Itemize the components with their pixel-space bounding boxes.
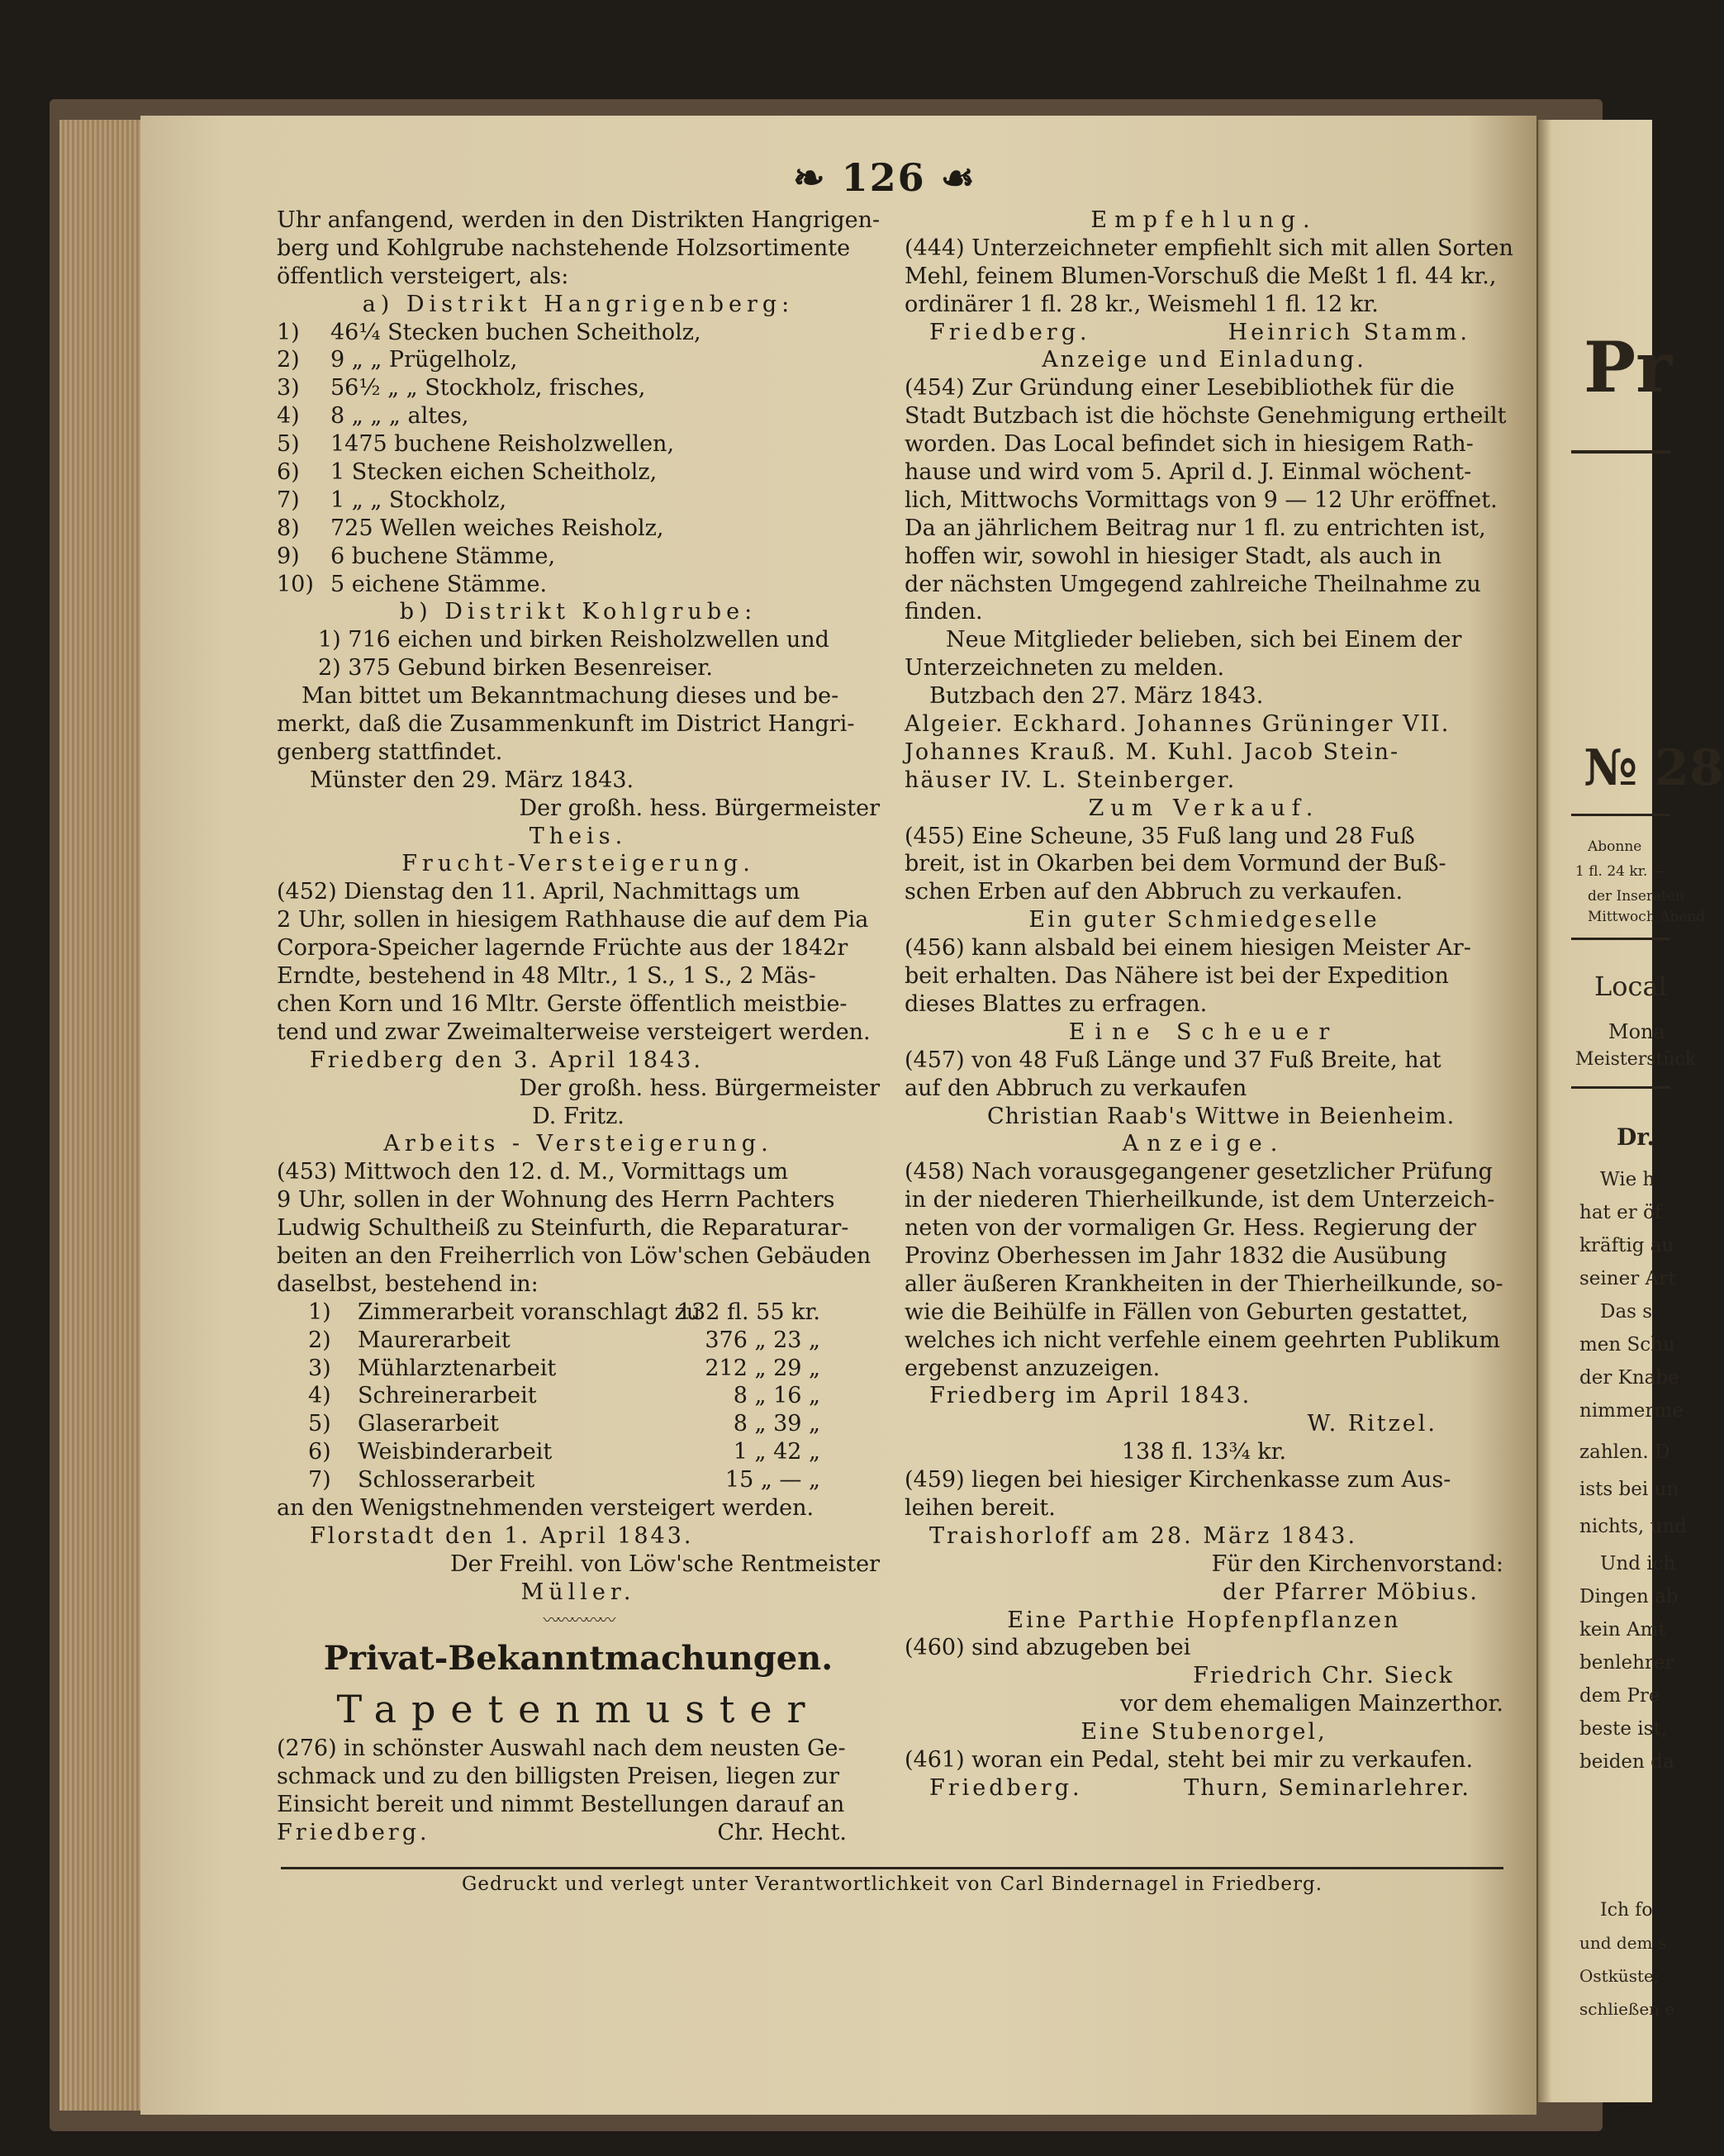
ad-heading: Eine Scheuer [1068, 1019, 1340, 1045]
ornament-left-icon: ❧ [793, 155, 842, 200]
signer: Heinrich Stamm. [1228, 319, 1470, 345]
signer: Friedrich Chr. Sieck [1193, 1663, 1454, 1689]
ad-heading: 138 fl. 13¾ kr. [1121, 1439, 1287, 1465]
fragment-line: Ostküste; [1579, 1966, 1660, 1986]
fragment-line: men Schu [1579, 1334, 1675, 1356]
text-line: 1) 716 eichen und birken Reisholzwellen und [318, 627, 829, 653]
signer-title: Für den Kirchenvorstand: [1211, 1551, 1503, 1577]
masthead-rule [1571, 450, 1670, 454]
text-line: (456) kann alsbald bei einem hiesigen Meister Ar- [905, 935, 1471, 962]
ad-heading: Eine Parthie Hopfenpflanzen [1007, 1607, 1401, 1633]
list-item: 1) 46¼ Stecken buchen Scheitholz, [277, 319, 701, 345]
text-line: Corpora-Speicher lagernde Früchte aus der 1842r [277, 935, 848, 962]
fragment-line: schließen e [1579, 1999, 1675, 2019]
place-date: Friedberg den 3. April 1843. [310, 1047, 703, 1073]
fragment-line: seiner Art [1579, 1268, 1676, 1289]
signer-title: Der großh. hess. Bürgermeister [519, 795, 880, 821]
left-column [277, 207, 880, 1847]
list-item: 2) 9 „ „ Prügelholz, [277, 347, 518, 373]
text-line: (444) Unterzeichneter empfiehlt sich mit allen Sorten [905, 235, 1513, 261]
text-line: Uhr anfangend, werden in den Distrikten Hangrigen- [277, 207, 881, 233]
fragment-line: und dem s [1579, 1933, 1667, 1953]
text-line: genberg stattfindet. [277, 738, 503, 765]
fragment-line: Local [1594, 971, 1667, 1002]
text-line: (459) liegen bei hiesiger Kirchenkasse zum Aus- [905, 1467, 1451, 1494]
fragment-line: zahlen. D [1579, 1441, 1670, 1463]
text-line: dieses Blattes zu erfragen. [905, 990, 1208, 1017]
place: Friedberg. [929, 1774, 1083, 1801]
fragment-line: nimmerme [1579, 1400, 1684, 1422]
text-line: beiten an den Freiherrlich von Löw'schen Gebäuden [277, 1242, 871, 1269]
wavy-divider: 〰〰〰〰〰 [543, 1609, 614, 1630]
signature-line [905, 1774, 1503, 1802]
page-number: ❧ 126 ☙ [793, 155, 976, 200]
ornament-right-icon: ☙ [925, 155, 976, 200]
cost-row: 1) Zimmerarbeit voranschlagt zu 132 fl. 55 kr. [308, 1299, 820, 1325]
list-item: 9) 6 buchene Stämme, [277, 543, 556, 569]
text-line: an den Wenigstnehmenden versteigert werden. [277, 1494, 815, 1521]
place-date: Butzbach den 27. März 1843. [929, 683, 1264, 710]
text-line: ergebenst anzuzeigen. [905, 1355, 1161, 1381]
text-line: Neue Mitglieder belieben, sich bei Einem der [946, 627, 1462, 653]
fragment-line: beiden da [1579, 1751, 1674, 1773]
masthead-fragment: Pr [1584, 326, 1673, 408]
text-line: merkt, daß die Zusammenkunft im District Hangri- [277, 711, 855, 738]
signer-name: Müller. [520, 1579, 636, 1605]
text-line: ordinärer 1 fl. 28 kr., Weismehl 1 fl. 12 kr. [905, 291, 1379, 317]
cost-row: 2) Maurerarbeit 376 „ 23 „ [308, 1327, 820, 1353]
text-line: Einsicht bereit und nimmt Bestellungen darauf an [277, 1792, 845, 1818]
cost-row: 3) Mühlarztenarbeit 212 „ 29 „ [308, 1355, 820, 1381]
signer: Chr. Hecht. [717, 1820, 847, 1846]
text-line: neten von der vormaligen Gr. Hess. Regierung der [905, 1215, 1477, 1242]
text-line: hause und wird vom 5. April d. J. Einmal wöchent- [905, 459, 1472, 486]
fragment-line: der Knabe [1579, 1367, 1679, 1389]
fragment-line: ists bei un [1579, 1479, 1679, 1500]
signer-line: Johannes Krauß. M. Kuhl. Jacob Stein- [905, 738, 1400, 765]
fragment-line: der Inseraten [1588, 888, 1685, 905]
ad-heading: Arbeits - Versteigerung. [383, 1131, 773, 1157]
text-line: lich, Mittwochs Vormittags von 9 — 12 Uhr eröffnet. [905, 487, 1498, 513]
section-rule [1571, 1086, 1670, 1089]
text-line: (458) Nach vorausgegangener gesetzlicher Prüfung [905, 1159, 1493, 1185]
text-line: hoffen wir, sowohl in hiesiger Stadt, als auch in [905, 543, 1442, 569]
fragment-line: Dr. [1617, 1123, 1655, 1151]
text-line: Provinz Oberhessen im Jahr 1832 die Ausübung [905, 1242, 1447, 1269]
ad-heading: Anzeige. [1122, 1131, 1286, 1157]
issue-number: № 28 [1584, 739, 1724, 797]
text-line: Da an jährlichem Beitrag nur 1 fl. zu entrichten ist, [905, 515, 1486, 541]
text-line: Stadt Butzbach ist die höchste Genehmigung ertheilt [905, 403, 1507, 430]
fragment-line: Meisterstück [1575, 1049, 1697, 1070]
text-line: berg und Kohlgrube nachstehende Holzsortimente [277, 235, 851, 261]
ad-heading: Anzeige und Einladung. [1042, 347, 1366, 373]
cost-row: 7) Schlosserarbeit 15 „ — „ [308, 1467, 820, 1494]
text-line: (452) Dienstag den 11. April, Nachmittags um [277, 879, 800, 905]
text-line: daselbst, bestehend in: [277, 1270, 539, 1297]
text-line: Man bittet um Bekanntmachung dieses und be- [302, 683, 839, 710]
ad-heading: Ein guter Schmiedgeselle [1028, 907, 1380, 933]
list-item: 3) 56½ „ „ Stockholz, frisches, [277, 375, 646, 401]
text-line: leihen bereit. [905, 1494, 1056, 1521]
signature-line [277, 1819, 880, 1847]
signer-line: Algeier. Eckhard. Johannes Grüninger VII. [905, 711, 1451, 738]
fragment-line: Ich fo [1600, 1900, 1653, 1921]
place: Friedberg. [929, 319, 1091, 345]
text-line: welches ich nicht verfehle einem geehrten Publikum [905, 1327, 1501, 1353]
signer: W. Ritzel. [1307, 1411, 1437, 1437]
list-item: 4) 8 „ „ „ altes, [277, 403, 469, 430]
text-line: 2) 375 Gebund birken Besenreiser. [318, 655, 713, 681]
fragment-line: Mona [1608, 1020, 1665, 1043]
private-announcements-heading: Privat-Bekanntmachungen. [323, 1639, 834, 1679]
fragment-line: Das s [1600, 1301, 1653, 1323]
fragment-line: Abonne [1588, 838, 1642, 855]
text-line: auf den Abbruch zu verkaufen [905, 1075, 1247, 1101]
text-line: wie die Beihülfe in Fällen von Geburten gestattet, [905, 1299, 1469, 1325]
fragment-line: Dingen ab [1579, 1586, 1679, 1608]
page-edges [59, 120, 150, 2111]
text-line: (457) von 48 Fuß Länge und 37 Fuß Breite, hat [905, 1047, 1441, 1073]
signer-title: Der Freihl. von Löw'sche Rentmeister [449, 1551, 880, 1577]
section-heading-b: b) Distrikt Kohlgrube: [399, 599, 758, 625]
text-line: finden. [905, 599, 983, 625]
list-item: 7) 1 „ „ Stockholz, [277, 487, 507, 513]
list-item: 5) 1475 buchene Reisholzwellen, [277, 431, 675, 458]
text-line: aller äußeren Krankheiten in der Thierheilkunde, so- [905, 1270, 1503, 1297]
text-line: schmack und zu den billigsten Preisen, liegen zur [277, 1764, 840, 1790]
text-line: Unterzeichneten zu melden. [905, 655, 1225, 681]
next-page-fragment [1538, 120, 1724, 2102]
signature-line [905, 319, 1503, 347]
ad-heading: Zum Verkauf. [1088, 795, 1320, 821]
text-line: (276) in schönster Auswahl nach dem neusten Ge- [277, 1736, 846, 1762]
fragment-line: Wie h [1600, 1169, 1655, 1190]
text-line: worden. Das Local befindet sich in hiesigem Rath- [905, 431, 1474, 458]
signer-name: Theis. [529, 823, 628, 849]
text-line: (453) Mittwoch den 12. d. M., Vormittags um [277, 1159, 789, 1185]
text-line: schen Erben auf den Abbruch zu verkaufen. [905, 879, 1403, 905]
text-line: 9 Uhr, sollen in der Wohnung des Herrn Pachters [277, 1187, 835, 1213]
cost-row: 5) Glaserarbeit 8 „ 39 „ [308, 1411, 820, 1437]
text-line: (455) Eine Scheune, 35 Fuß lang und 28 Fuß [905, 823, 1415, 849]
ad-heading: Frucht-Versteigerung. [401, 851, 755, 877]
place-date: Florstadt den 1. April 1843. [310, 1522, 694, 1549]
text-line: 2 Uhr, sollen in hiesigem Rathhause die auf dem Pia [277, 907, 869, 933]
fragment-line: kräftig au [1579, 1235, 1674, 1256]
fragment-line: 1 fl. 24 kr. — [1575, 863, 1666, 880]
list-item: 8) 725 Wellen weiches Reisholz, [277, 515, 664, 541]
footer-rule [281, 1867, 1503, 1869]
signer-place: vor dem ehemaligen Mainzerthor. [1120, 1691, 1503, 1717]
fragment-line: dem Pre [1579, 1685, 1660, 1707]
fragment-line: kein Amt [1579, 1619, 1666, 1641]
right-column [905, 207, 1513, 1802]
text-line: öffentlich versteigert, als: [277, 263, 569, 289]
text-line: Ludwig Schultheiß zu Steinfurth, die Reparaturar- [277, 1215, 849, 1242]
text-line: (460) sind abzugeben bei [905, 1635, 1191, 1661]
fragment-line: beste ist, [1579, 1718, 1668, 1740]
list-item: 6) 1 Stecken eichen Scheitholz, [277, 459, 658, 486]
ad-heading-large: Tapetenmuster [336, 1687, 820, 1732]
text-line: Erndte, bestehend in 48 Mltr., 1 S., 1 S., 2 Mäs- [277, 963, 816, 990]
place: Friedberg. [277, 1820, 430, 1846]
text-line: Christian Raab's Wittwe in Beienheim. [987, 1103, 1456, 1129]
ad-heading: Empfehlung. [1090, 207, 1318, 233]
text-line: der nächsten Umgegend zahlreiche Theilnahme zu [905, 571, 1481, 597]
printer-imprint: Gedruckt und verlegt unter Verantwortlichkeit von Carl Bindernagel in Friedberg. [461, 1873, 1323, 1895]
text-line: in der niederen Thierheilkunde, ist dem Unterzeich- [905, 1187, 1495, 1213]
fragment-line: Und ich [1600, 1553, 1676, 1574]
fragment-line: Mittwoch Abend [1588, 909, 1706, 925]
section-rule [1571, 938, 1670, 940]
cost-row: 6) Weisbinderarbeit 1 „ 42 „ [308, 1439, 820, 1465]
cost-row: 4) Schreinerarbeit 8 „ 16 „ [308, 1383, 820, 1409]
ad-heading: Eine Stubenorgel, [1080, 1719, 1327, 1745]
list-item: 10) 5 eichene Stämme. [277, 571, 548, 597]
place-date: Traishorloff am 28. März 1843. [929, 1522, 1358, 1549]
signer-line: häuser IV. L. Steinberger. [905, 767, 1237, 793]
text-line: beit erhalten. Das Nähere ist bei der Expedition [905, 963, 1449, 990]
text-line: chen Korn und 16 Mltr. Gerste öffentlich meistbie- [277, 990, 848, 1017]
header-rule [1571, 814, 1670, 816]
text-line: (461) woran ein Pedal, steht bei mir zu verkaufen. [905, 1746, 1474, 1773]
fragment-line: hat er öf [1579, 1202, 1662, 1223]
text-line: (454) Zur Gründung einer Lesebibliothek für die [905, 375, 1455, 401]
text-line: breit, ist in Okarben bei dem Vormund der Buß- [905, 851, 1446, 877]
fragment-line: benlehrer [1579, 1652, 1674, 1674]
place-date: Münster den 29. März 1843. [310, 767, 634, 793]
signer-name: D. Fritz. [532, 1103, 625, 1129]
signer: der Pfarrer Möbius. [1223, 1579, 1479, 1605]
section-heading-a: a) Distrikt Hangrigenberg: [362, 291, 795, 317]
signer-title: Der großh. hess. Bürgermeister [519, 1075, 880, 1101]
place-date: Friedberg im April 1843. [929, 1383, 1251, 1409]
text-line: Mehl, feinem Blumen-Vorschuß die Meßt 1 fl. 44 kr., [905, 263, 1497, 289]
text-line: tend und zwar Zweimalterweise versteigert werden. [277, 1019, 871, 1045]
fragment-line: nichts, und [1579, 1516, 1687, 1537]
signer: Thurn, Seminarlehrer. [1184, 1774, 1470, 1801]
